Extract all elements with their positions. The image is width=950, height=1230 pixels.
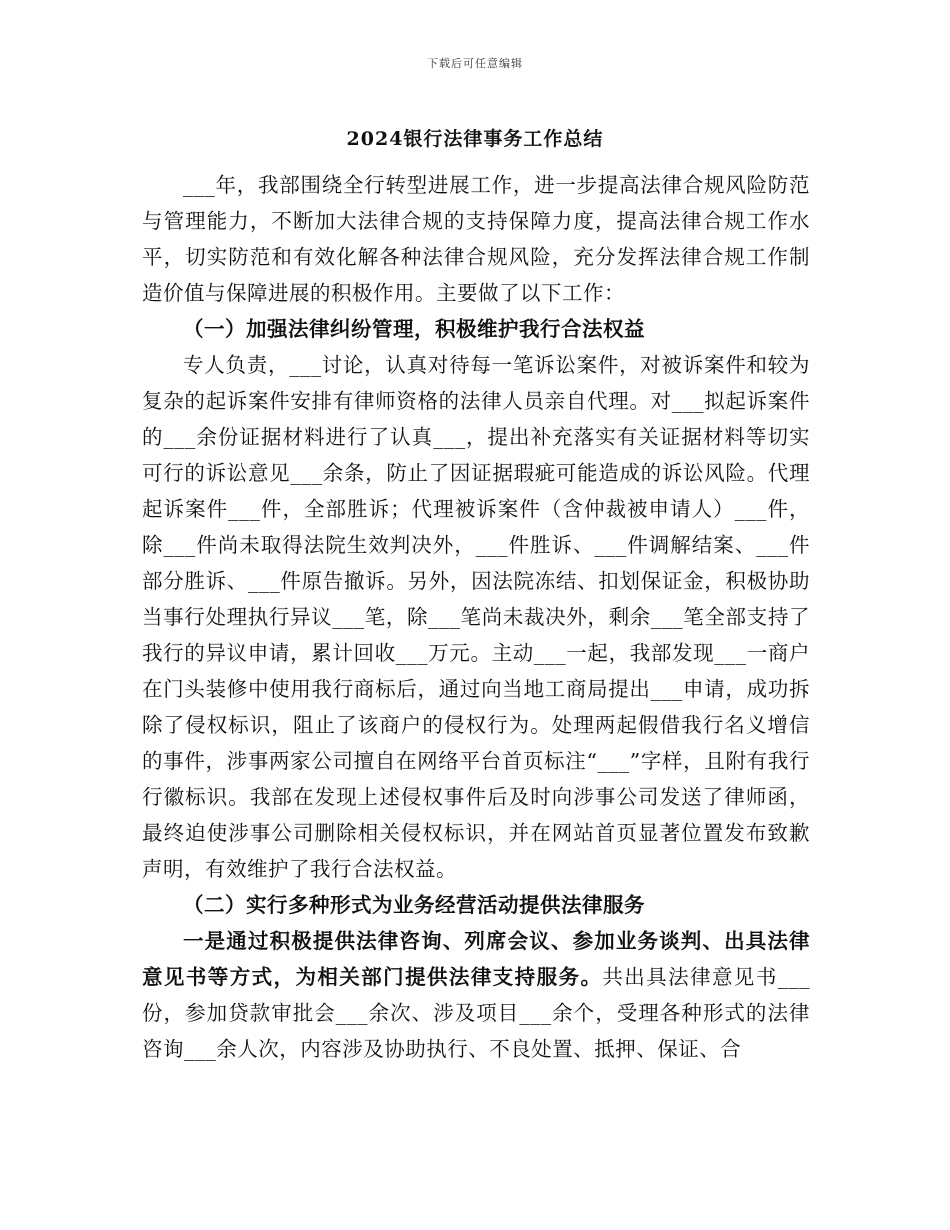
document-body xyxy=(142,167,810,1067)
section-2-heading: （二）实行多种形式为业务经营活动提供法律服务 xyxy=(183,893,645,917)
section-2-lead-text: 一是通过积极提供法律咨询、列席会议、参加业务谈判、出具法律意见书等方式，为相关部门提供法律支持服务。 xyxy=(142,929,810,989)
intro-paragraph: ___年，我部围绕全行转型进展工作，进一步提高法律合规风险防范与管理能力，不断加大法律合规的支持保障力度，提高法律合规工作水平，切实防范和有效化解各种法律合规风险，充分发挥法律合规工作制造价值与保障进展的积极作用。主要做了以下工作： xyxy=(142,173,810,305)
section-2-body-text: 共出具法律意见书___份，参加贷款审批会___余次、涉及项目___余个，受理各种形式的法律咨询___余人次，内容涉及协助执行、不良处置、抵押、保证、合 xyxy=(142,965,811,1061)
section-1-paragraph: 专人负责，___讨论，认真对待每一笔诉讼案件，对被诉案件和较为复杂的起诉案件安排有律师资格的法律人员亲自代理。对___拟起诉案件的___余份证据材料进行了认真___，提出补充落实有关证据材料等切实可行的诉讼意见___余条，防止了因证据瑕疵可能造成的诉讼风险。代理起诉案件___件，全部胜诉；代理被诉案件（含仲裁被申请人）___件，除___件尚未取得法院生效判决外，___件胜诉、___件调解结案、___件部分胜诉、___件原告撤诉。另外，因法院冻结、扣划保证金，积极协助当事行处理执行异议___笔，除___笔尚未裁决外，剩余___笔全部支持了我行的异议申请，累计回收___万元。主动___一起，我部发现___一商户在门头装修中使用我行商标后，通过向当地工商局提出___申请，成功拆除了侵权标识，阻止了该商户的侵权行为。处理两起假借我行名义增信的事件，涉事两家公司擅自在网络平台首页标注“___”字样，且附有我行行徽标识。我部在发现上述侵权事件后及时向涉事公司发送了律师函，最终迫使涉事公司删除相关侵权标识，并在网站首页显著位置发布致歉声明，有效维护了我行合法权益。 xyxy=(142,353,810,881)
document-title: 2024银行法律事务工作总结 xyxy=(346,128,604,150)
section-1-heading: （一）加强法律纠纷管理，积极维护我行合法权益 xyxy=(183,317,645,341)
page-header-note: 下载后可任意编辑 xyxy=(427,57,523,70)
section-2-paragraph xyxy=(142,923,810,1067)
